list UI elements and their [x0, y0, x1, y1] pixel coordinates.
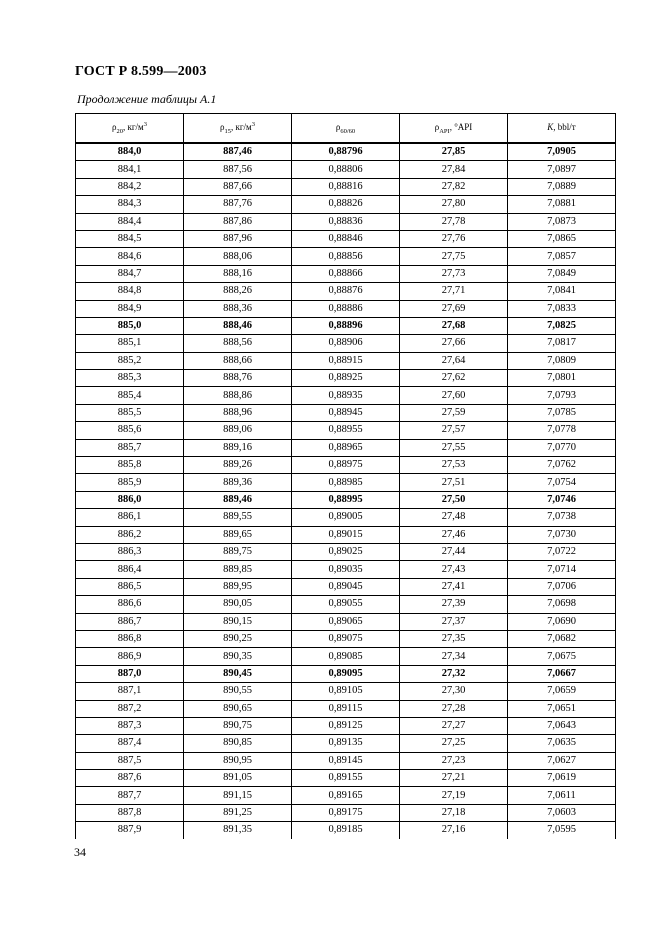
- rho15-cell: 890,85: [184, 735, 292, 752]
- header-rho-api: $\rho_{API}$, °API: [400, 114, 508, 144]
- rho15-cell: 890,45: [184, 665, 292, 682]
- rho-api-cell: 27,27: [400, 717, 508, 734]
- rho-api-cell: 27,71: [400, 283, 508, 300]
- rho-api-cell: 27,68: [400, 317, 508, 334]
- k-factor-cell: 7,0754: [508, 474, 616, 491]
- table-row: [76, 561, 616, 578]
- k-factor-cell: 7,0809: [508, 352, 616, 369]
- rho20-cell: 885,1: [76, 335, 184, 352]
- rho-api-cell: 27,57: [400, 422, 508, 439]
- rho60-60-cell: 0,88955: [292, 422, 400, 439]
- rho-api-cell: 27,23: [400, 752, 508, 769]
- k-factor-cell: 7,0667: [508, 665, 616, 682]
- k-factor-cell: 7,0778: [508, 422, 616, 439]
- table-row: [76, 804, 616, 821]
- rho20-cell: 885,4: [76, 387, 184, 404]
- rho20-cell: 886,9: [76, 648, 184, 665]
- rho20-cell: 885,9: [76, 474, 184, 491]
- rho-api-cell: 27,53: [400, 457, 508, 474]
- rho15-cell: 889,75: [184, 543, 292, 560]
- k-factor-cell: 7,0897: [508, 161, 616, 178]
- rho60-60-cell: 0,89065: [292, 613, 400, 630]
- rho20-cell: 887,9: [76, 822, 184, 839]
- rho60-60-cell: 0,88985: [292, 474, 400, 491]
- table-row: [76, 787, 616, 804]
- k-factor-cell: 7,0801: [508, 370, 616, 387]
- header-row: [76, 114, 616, 144]
- rho15-cell: 888,86: [184, 387, 292, 404]
- table-caption: Продолжение таблицы А.1: [77, 92, 217, 106]
- rho-api-cell: 27,78: [400, 213, 508, 230]
- rho60-60-cell: 0,88876: [292, 283, 400, 300]
- k-factor-cell: 7,0730: [508, 526, 616, 543]
- rho-api-cell: 27,41: [400, 578, 508, 595]
- rho15-cell: 888,06: [184, 248, 292, 265]
- table-row: [76, 683, 616, 700]
- k-factor-cell: 7,0905: [508, 143, 616, 161]
- table-row: [76, 317, 616, 334]
- rho20-cell: 887,8: [76, 804, 184, 821]
- table-row: [76, 161, 616, 178]
- rho60-60-cell: 0,89025: [292, 543, 400, 560]
- table-row: [76, 491, 616, 508]
- rho-api-cell: 27,73: [400, 265, 508, 282]
- k-factor-cell: 7,0682: [508, 630, 616, 647]
- rho-api-cell: 27,62: [400, 370, 508, 387]
- table-row: [76, 665, 616, 682]
- header-rho15: $\rho_{15}$, $кг/м^3$: [184, 114, 292, 144]
- rho20-cell: 885,7: [76, 439, 184, 456]
- rho20-cell: 884,8: [76, 283, 184, 300]
- rho-api-cell: 27,39: [400, 596, 508, 613]
- table-row: [76, 648, 616, 665]
- rho20-cell: 887,0: [76, 665, 184, 682]
- rho60-60-cell: 0,88995: [292, 491, 400, 508]
- rho60-60-cell: 0,89145: [292, 752, 400, 769]
- rho20-cell: 885,5: [76, 404, 184, 421]
- k-factor-cell: 7,0817: [508, 335, 616, 352]
- table-row: [76, 578, 616, 595]
- k-factor-cell: 7,0595: [508, 822, 616, 839]
- table-row: [76, 335, 616, 352]
- k-factor-cell: 7,0825: [508, 317, 616, 334]
- k-factor-cell: 7,0675: [508, 648, 616, 665]
- k-factor-cell: 7,0889: [508, 178, 616, 195]
- rho15-cell: 888,16: [184, 265, 292, 282]
- rho60-60-cell: 0,88975: [292, 457, 400, 474]
- rho20-cell: 886,0: [76, 491, 184, 508]
- rho60-60-cell: 0,88806: [292, 161, 400, 178]
- rho60-60-cell: 0,89045: [292, 578, 400, 595]
- rho-api-cell: 27,69: [400, 300, 508, 317]
- rho-api-cell: 27,16: [400, 822, 508, 839]
- rho15-cell: 889,65: [184, 526, 292, 543]
- rho15-cell: 887,86: [184, 213, 292, 230]
- table-row: [76, 474, 616, 491]
- density-table: [75, 113, 616, 839]
- k-factor-cell: 7,0611: [508, 787, 616, 804]
- rho-api-cell: 27,59: [400, 404, 508, 421]
- rho20-cell: 884,4: [76, 213, 184, 230]
- k-factor-cell: 7,0635: [508, 735, 616, 752]
- rho60-60-cell: 0,89095: [292, 665, 400, 682]
- rho-api-cell: 27,28: [400, 700, 508, 717]
- k-factor-cell: 7,0738: [508, 509, 616, 526]
- rho15-cell: 890,65: [184, 700, 292, 717]
- table-row: [76, 283, 616, 300]
- table-row: [76, 422, 616, 439]
- rho60-60-cell: 0,89005: [292, 509, 400, 526]
- rho20-cell: 886,8: [76, 630, 184, 647]
- k-factor-cell: 7,0785: [508, 404, 616, 421]
- table-row: [76, 752, 616, 769]
- rho20-cell: 884,1: [76, 161, 184, 178]
- table-row: [76, 770, 616, 787]
- rho60-60-cell: 0,88816: [292, 178, 400, 195]
- rho15-cell: 887,96: [184, 230, 292, 247]
- rho15-cell: 890,15: [184, 613, 292, 630]
- rho-api-cell: 27,34: [400, 648, 508, 665]
- header-rho60-60: $\rho_{60/60}$: [292, 114, 400, 144]
- table-row: [76, 700, 616, 717]
- rho15-cell: 887,46: [184, 143, 292, 161]
- rho15-cell: 889,46: [184, 491, 292, 508]
- k-factor-cell: 7,0770: [508, 439, 616, 456]
- rho20-cell: 887,5: [76, 752, 184, 769]
- rho60-60-cell: 0,88846: [292, 230, 400, 247]
- rho-api-cell: 27,50: [400, 491, 508, 508]
- rho60-60-cell: 0,88915: [292, 352, 400, 369]
- rho15-cell: 890,35: [184, 648, 292, 665]
- rho15-cell: 891,05: [184, 770, 292, 787]
- table-row: [76, 509, 616, 526]
- rho15-cell: 890,05: [184, 596, 292, 613]
- rho-api-cell: 27,82: [400, 178, 508, 195]
- rho60-60-cell: 0,88866: [292, 265, 400, 282]
- table-row: [76, 543, 616, 560]
- table-row: [76, 822, 616, 839]
- rho60-60-cell: 0,89185: [292, 822, 400, 839]
- rho15-cell: 889,06: [184, 422, 292, 439]
- rho60-60-cell: 0,89055: [292, 596, 400, 613]
- table-row: [76, 457, 616, 474]
- rho60-60-cell: 0,88836: [292, 213, 400, 230]
- rho-api-cell: 27,76: [400, 230, 508, 247]
- rho-api-cell: 27,60: [400, 387, 508, 404]
- rho15-cell: 888,56: [184, 335, 292, 352]
- k-factor-cell: 7,0873: [508, 213, 616, 230]
- rho20-cell: 884,0: [76, 143, 184, 161]
- rho60-60-cell: 0,89015: [292, 526, 400, 543]
- table-row: [76, 387, 616, 404]
- table-row: [76, 439, 616, 456]
- rho20-cell: 885,3: [76, 370, 184, 387]
- k-factor-cell: 7,0698: [508, 596, 616, 613]
- rho15-cell: 889,55: [184, 509, 292, 526]
- rho20-cell: 885,8: [76, 457, 184, 474]
- table-row: [76, 526, 616, 543]
- k-factor-cell: 7,0849: [508, 265, 616, 282]
- rho20-cell: 887,7: [76, 787, 184, 804]
- rho-api-cell: 27,66: [400, 335, 508, 352]
- rho20-cell: 886,7: [76, 613, 184, 630]
- table-body: [76, 143, 616, 839]
- rho15-cell: 890,55: [184, 683, 292, 700]
- rho20-cell: 886,6: [76, 596, 184, 613]
- table-header: [76, 114, 616, 144]
- rho20-cell: 884,3: [76, 196, 184, 213]
- rho-api-cell: 27,64: [400, 352, 508, 369]
- rho60-60-cell: 0,88935: [292, 387, 400, 404]
- header-rho20: $\rho_{20}$, $кг/м^3$: [76, 114, 184, 144]
- rho-api-cell: 27,18: [400, 804, 508, 821]
- table-row: [76, 265, 616, 282]
- rho-api-cell: 27,75: [400, 248, 508, 265]
- k-factor-cell: 7,0793: [508, 387, 616, 404]
- rho20-cell: 887,1: [76, 683, 184, 700]
- rho15-cell: 889,26: [184, 457, 292, 474]
- table-row: [76, 230, 616, 247]
- rho60-60-cell: 0,89115: [292, 700, 400, 717]
- rho60-60-cell: 0,88856: [292, 248, 400, 265]
- rho60-60-cell: 0,88965: [292, 439, 400, 456]
- table-row: [76, 630, 616, 647]
- rho60-60-cell: 0,88796: [292, 143, 400, 161]
- rho-api-cell: 27,84: [400, 161, 508, 178]
- rho60-60-cell: 0,89035: [292, 561, 400, 578]
- rho15-cell: 890,95: [184, 752, 292, 769]
- rho60-60-cell: 0,88826: [292, 196, 400, 213]
- k-factor-cell: 7,0619: [508, 770, 616, 787]
- rho60-60-cell: 0,88925: [292, 370, 400, 387]
- rho15-cell: 887,66: [184, 178, 292, 195]
- k-factor-cell: 7,0706: [508, 578, 616, 595]
- rho20-cell: 887,6: [76, 770, 184, 787]
- rho20-cell: 884,9: [76, 300, 184, 317]
- rho20-cell: 886,3: [76, 543, 184, 560]
- rho15-cell: 887,56: [184, 161, 292, 178]
- table-row: [76, 178, 616, 195]
- k-factor-cell: 7,0643: [508, 717, 616, 734]
- k-factor-cell: 7,0833: [508, 300, 616, 317]
- table-row: [76, 300, 616, 317]
- rho15-cell: 888,76: [184, 370, 292, 387]
- table-row: [76, 352, 616, 369]
- rho-api-cell: 27,32: [400, 665, 508, 682]
- header-k-factor: K, bbl/т: [508, 114, 616, 144]
- rho-api-cell: 27,46: [400, 526, 508, 543]
- rho-api-cell: 27,25: [400, 735, 508, 752]
- rho15-cell: 889,85: [184, 561, 292, 578]
- rho60-60-cell: 0,89135: [292, 735, 400, 752]
- rho20-cell: 887,3: [76, 717, 184, 734]
- rho15-cell: 889,95: [184, 578, 292, 595]
- rho60-60-cell: 0,89155: [292, 770, 400, 787]
- table-row: [76, 404, 616, 421]
- rho-api-cell: 27,30: [400, 683, 508, 700]
- rho-api-cell: 27,21: [400, 770, 508, 787]
- rho20-cell: 885,0: [76, 317, 184, 334]
- k-factor-cell: 7,0659: [508, 683, 616, 700]
- rho15-cell: 888,96: [184, 404, 292, 421]
- rho15-cell: 888,46: [184, 317, 292, 334]
- rho20-cell: 884,6: [76, 248, 184, 265]
- rho-api-cell: 27,35: [400, 630, 508, 647]
- k-factor-cell: 7,0857: [508, 248, 616, 265]
- rho15-cell: 890,75: [184, 717, 292, 734]
- rho15-cell: 888,66: [184, 352, 292, 369]
- k-factor-cell: 7,0841: [508, 283, 616, 300]
- rho15-cell: 888,36: [184, 300, 292, 317]
- table-row: [76, 143, 616, 161]
- rho60-60-cell: 0,89075: [292, 630, 400, 647]
- rho60-60-cell: 0,89175: [292, 804, 400, 821]
- rho60-60-cell: 0,88906: [292, 335, 400, 352]
- rho15-cell: 888,26: [184, 283, 292, 300]
- rho60-60-cell: 0,89105: [292, 683, 400, 700]
- rho60-60-cell: 0,88896: [292, 317, 400, 334]
- rho15-cell: 887,76: [184, 196, 292, 213]
- k-factor-cell: 7,0651: [508, 700, 616, 717]
- table-row: [76, 717, 616, 734]
- table-row: [76, 613, 616, 630]
- rho20-cell: 884,7: [76, 265, 184, 282]
- table-row: [76, 213, 616, 230]
- k-factor-cell: 7,0762: [508, 457, 616, 474]
- k-factor-cell: 7,0881: [508, 196, 616, 213]
- rho-api-cell: 27,51: [400, 474, 508, 491]
- rho20-cell: 885,6: [76, 422, 184, 439]
- rho-api-cell: 27,80: [400, 196, 508, 213]
- rho60-60-cell: 0,88945: [292, 404, 400, 421]
- rho-api-cell: 27,37: [400, 613, 508, 630]
- rho60-60-cell: 0,88886: [292, 300, 400, 317]
- k-factor-cell: 7,0746: [508, 491, 616, 508]
- rho20-cell: 886,1: [76, 509, 184, 526]
- rho20-cell: 887,4: [76, 735, 184, 752]
- rho20-cell: 886,4: [76, 561, 184, 578]
- rho20-cell: 887,2: [76, 700, 184, 717]
- rho-api-cell: 27,85: [400, 143, 508, 161]
- k-factor-cell: 7,0690: [508, 613, 616, 630]
- rho20-cell: 884,5: [76, 230, 184, 247]
- rho-api-cell: 27,48: [400, 509, 508, 526]
- rho15-cell: 891,35: [184, 822, 292, 839]
- rho15-cell: 889,16: [184, 439, 292, 456]
- rho20-cell: 886,5: [76, 578, 184, 595]
- table-row: [76, 370, 616, 387]
- rho15-cell: 890,25: [184, 630, 292, 647]
- page-number: 34: [74, 845, 86, 859]
- rho60-60-cell: 0,89125: [292, 717, 400, 734]
- rho60-60-cell: 0,89085: [292, 648, 400, 665]
- rho-api-cell: 27,55: [400, 439, 508, 456]
- rho15-cell: 891,25: [184, 804, 292, 821]
- rho20-cell: 884,2: [76, 178, 184, 195]
- rho-api-cell: 27,43: [400, 561, 508, 578]
- table-row: [76, 596, 616, 613]
- rho60-60-cell: 0,89165: [292, 787, 400, 804]
- rho-api-cell: 27,44: [400, 543, 508, 560]
- k-factor-cell: 7,0722: [508, 543, 616, 560]
- table-row: [76, 735, 616, 752]
- k-factor-cell: 7,0603: [508, 804, 616, 821]
- table-row: [76, 248, 616, 265]
- document-title: ГОСТ Р 8.599—2003: [75, 64, 207, 79]
- rho20-cell: 885,2: [76, 352, 184, 369]
- rho15-cell: 891,15: [184, 787, 292, 804]
- rho-api-cell: 27,19: [400, 787, 508, 804]
- rho20-cell: 886,2: [76, 526, 184, 543]
- k-factor-cell: 7,0714: [508, 561, 616, 578]
- k-factor-cell: 7,0865: [508, 230, 616, 247]
- table-row: [76, 196, 616, 213]
- rho15-cell: 889,36: [184, 474, 292, 491]
- k-factor-cell: 7,0627: [508, 752, 616, 769]
